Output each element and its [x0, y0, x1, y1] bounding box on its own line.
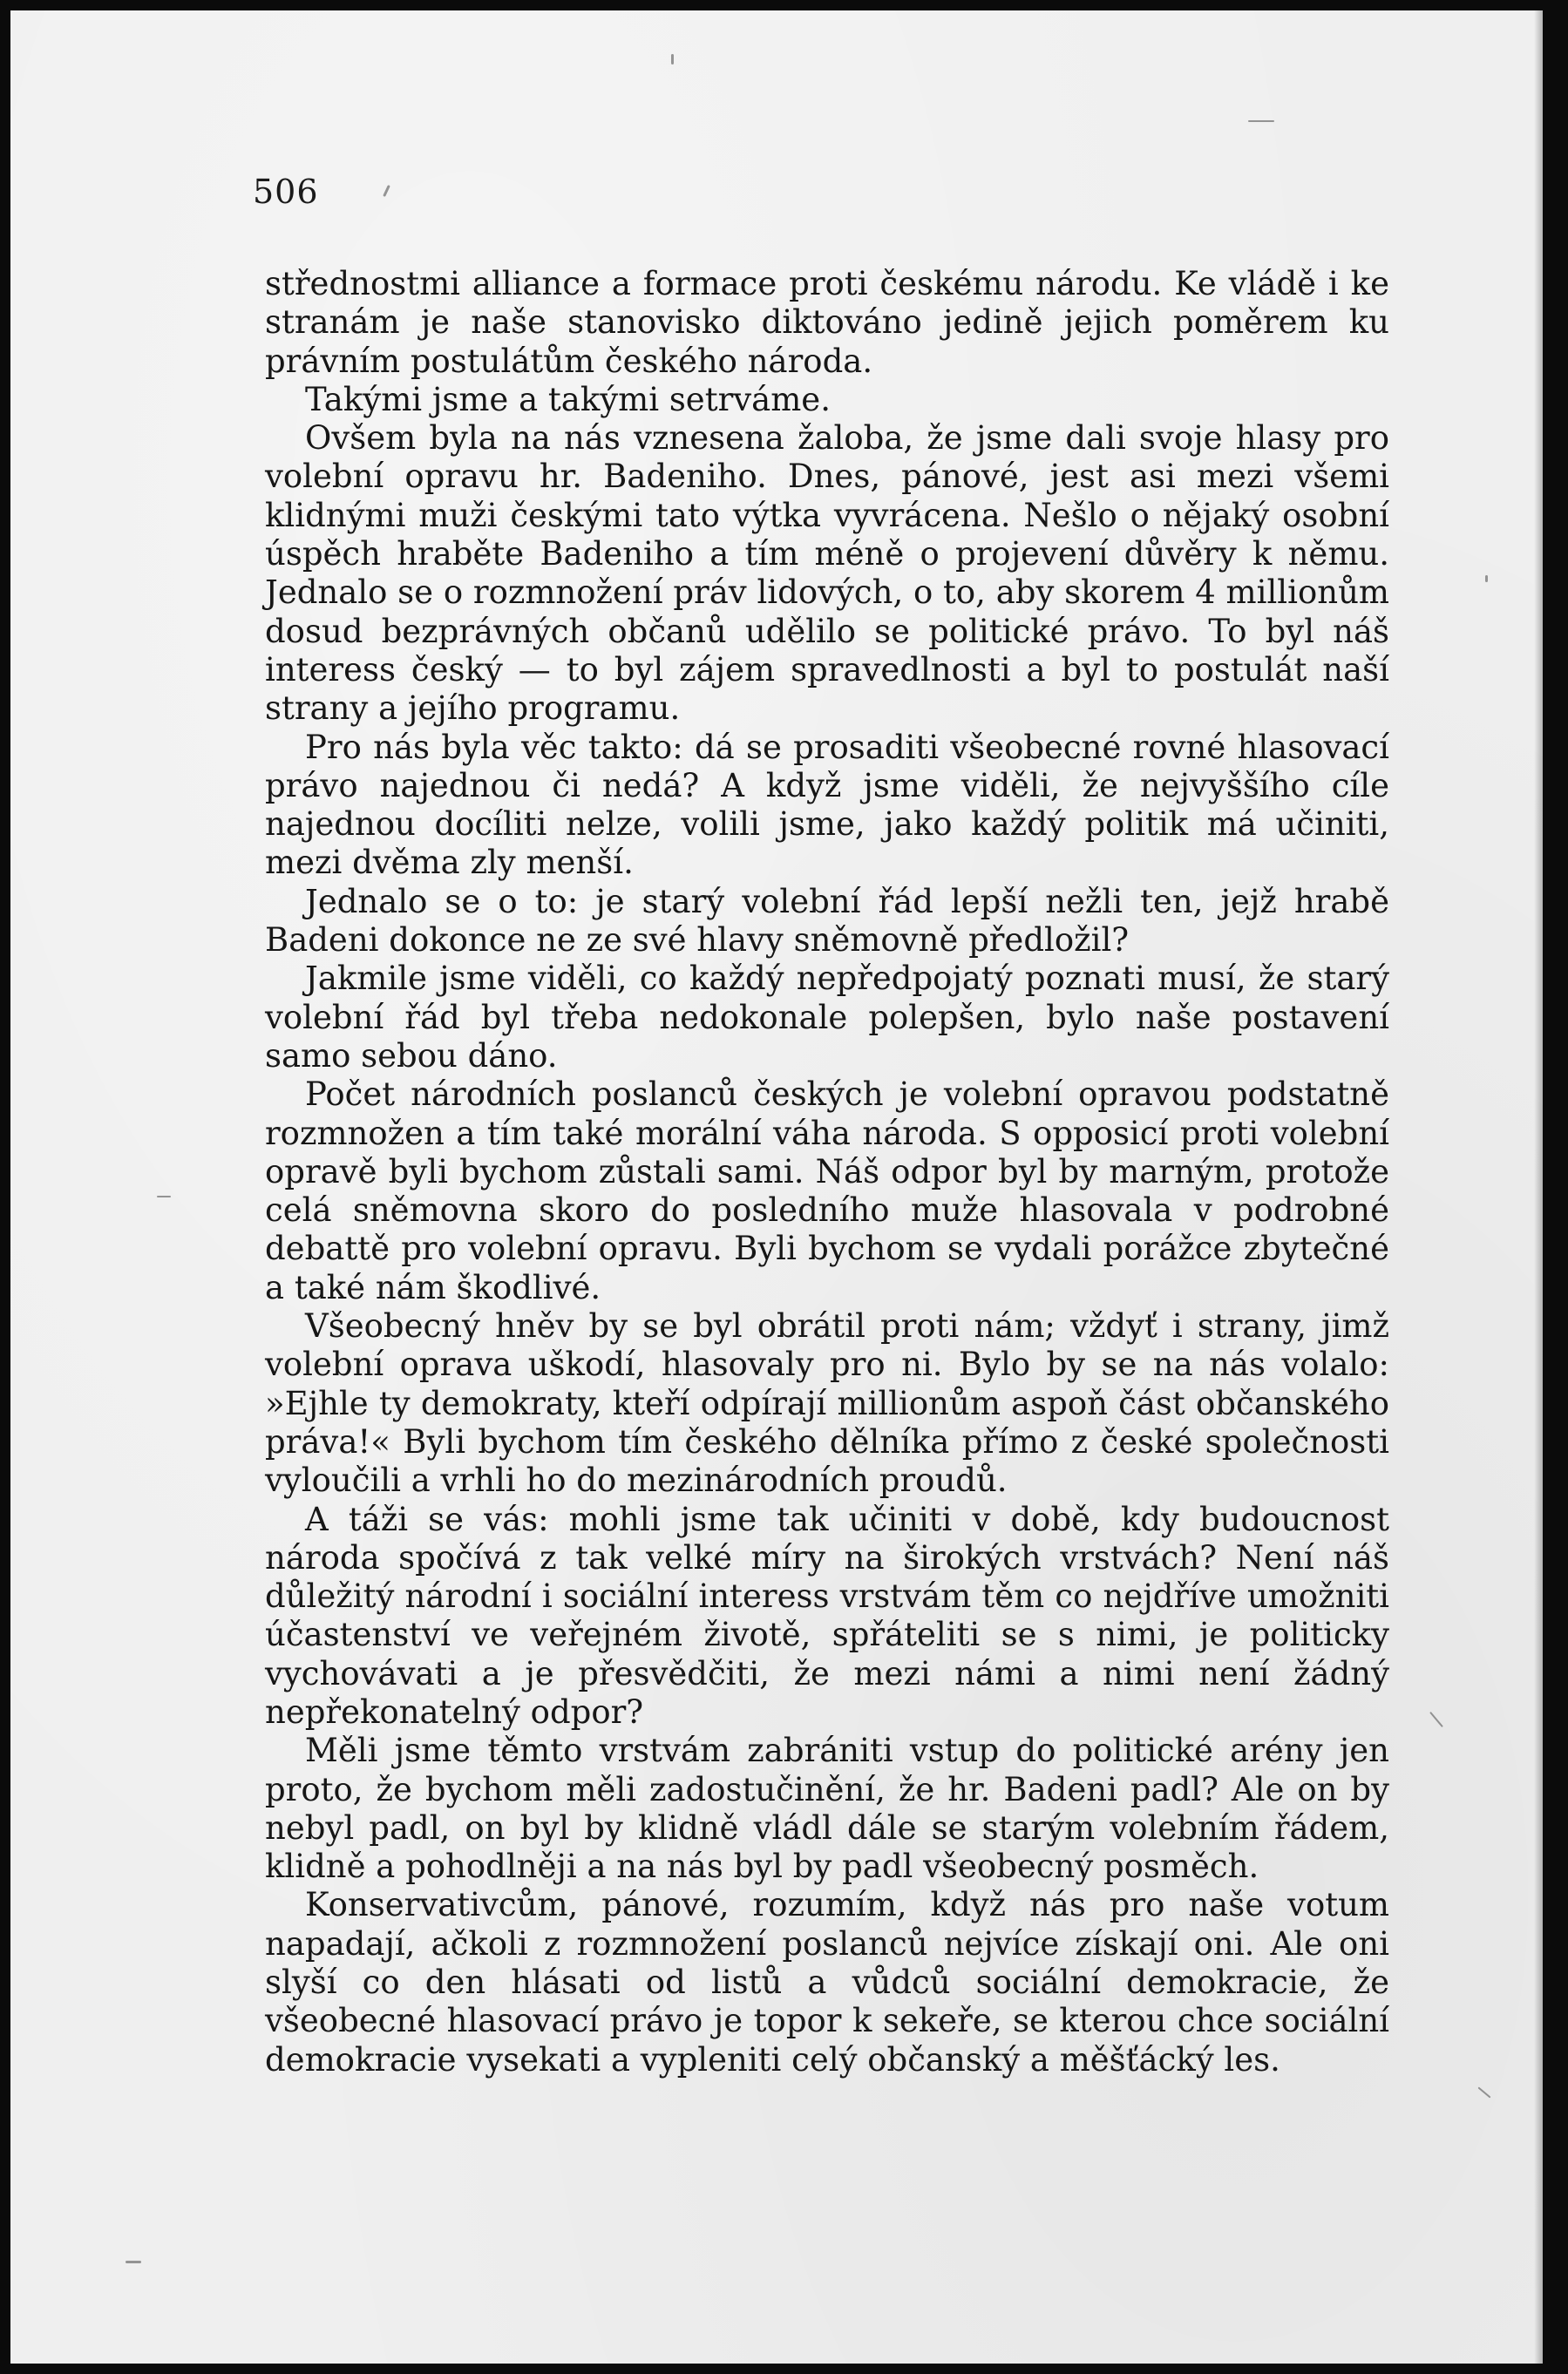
dust-speck: [1248, 120, 1274, 122]
body-text: [265, 265, 1389, 2079]
paragraph: Ovšem byla na nás vznesena žaloba, že jsme dali svoje hlasy pro volební opravu hr. Badeniho. Dnes, pánové, jest asi mezi všemi klidnými muži českými tato výtka vyvrácena. Nešlo o nějaký osobní úspěch hraběte Badeniho a tím méně o projevení důvěry k němu. Jednalo se o rozmnožení práv lidových, o to, aby skorem 4 millionům dosud bezprávných občanů udělilo se politické právo. To byl náš interess český — to byl zájem spravedlnosti a byl to postulát naší strany a jejího programu.: [265, 419, 1389, 728]
paragraph: střednostmi alliance a formace proti českému národu. Ke vládě i ke stranám je naše stanovisko diktováno jedině jejich poměrem ku právním postulátům českého národa.: [265, 265, 1389, 380]
paragraph: Všeobecný hněv by se byl obrátil proti nám; vždyť i strany, jimž volební oprava uškodí, hlasovaly pro ni. Bylo by se na nás volalo: »Ejhle ty demokraty, kteří odpírají millionům aspoň část občanského práva!« Byli bychom tím českého dělníka přímo z české společnosti vyloučili a vrhli ho do mezinárodních proudů.: [265, 1307, 1389, 1500]
paragraph: Počet národních poslanců českých je volební opravou podstatně rozmnožen a tím také morální váha národa. S opposicí proti volební opravě byli bychom zůstali sami. Náš odpor byl by marným, protože celá sněmovna skoro do posledního muže hlasovala v podrobné debattě pro volební opravu. Byli bychom se vydali porážce zbytečné a také nám škodlivé.: [265, 1075, 1389, 1306]
paragraph: A táži se vás: mohli jsme tak učiniti v době, kdy budoucnost národa spočívá z tak velké míry na širokých vrstvách? Není náš důležitý národní i sociální interess vrstvám těm co nejdříve umožniti účastenství ve veřejném životě, spřáteliti se s nimi, je politicky vychovávati a je přesvědčiti, že mezi námi a nimi není žádný nepřekonatelný odpor?: [265, 1500, 1389, 1731]
paragraph: Konservativcům, pánové, rozumím, když nás pro naše votum napadají, ačkoli z rozmnožení poslanců nejvíce získají oni. Ale oni slyší co den hlásati od listů a vůdců sociální demokracie, že všeobecné hlasovací právo je topor k sekeře, se kterou chce sociální demokracie vysekati a vypleniti celý občanský a měšťácký les.: [265, 1886, 1389, 2079]
paragraph: Jednalo se o to: je starý volební řád lepší nežli ten, jejž hrabě Badeni dokonce ne ze své hlavy sněmovně předložil?: [265, 882, 1389, 960]
paragraph: Pro nás byla věc takto: dá se prosaditi všeobecné rovné hlasovací právo najednou či nedá? A když jsme viděli, že nejvyššího cíle najednou docíliti nelze, volili jsme, jako každý politik má učiniti, mezi dvěma zly menší.: [265, 728, 1389, 882]
paragraph: Měli jsme těmto vrstvám zabrániti vstup do politické arény jen proto, že bychom měli zadostučinění, že hr. Badeni padl? Ale on by nebyl padl, on byl by klidně vládl dále se starým volebním řádem, klidně a pohodlněji a na nás byl by padl všeobecný posměch.: [265, 1732, 1389, 1886]
dust-speck: [383, 185, 390, 197]
page-number: 506: [253, 173, 319, 211]
paragraph: Jakmile jsme viděli, co každý nepředpojatý poznati musí, že starý volební řád byl třeba nedokonale polepšen, bylo naše postavení samo sebou dáno.: [265, 960, 1389, 1075]
dust-speck: [157, 1196, 171, 1197]
paragraph: Takými jsme a takými setrváme.: [305, 380, 831, 418]
dust-speck: [1477, 2086, 1490, 2098]
book-page: [10, 10, 1543, 2364]
dust-speck: [1429, 1712, 1443, 1727]
dust-speck: [126, 2261, 141, 2263]
dust-speck: [1485, 575, 1488, 582]
page-edge-shadow: [1534, 10, 1543, 2364]
dust-speck: [671, 54, 674, 64]
